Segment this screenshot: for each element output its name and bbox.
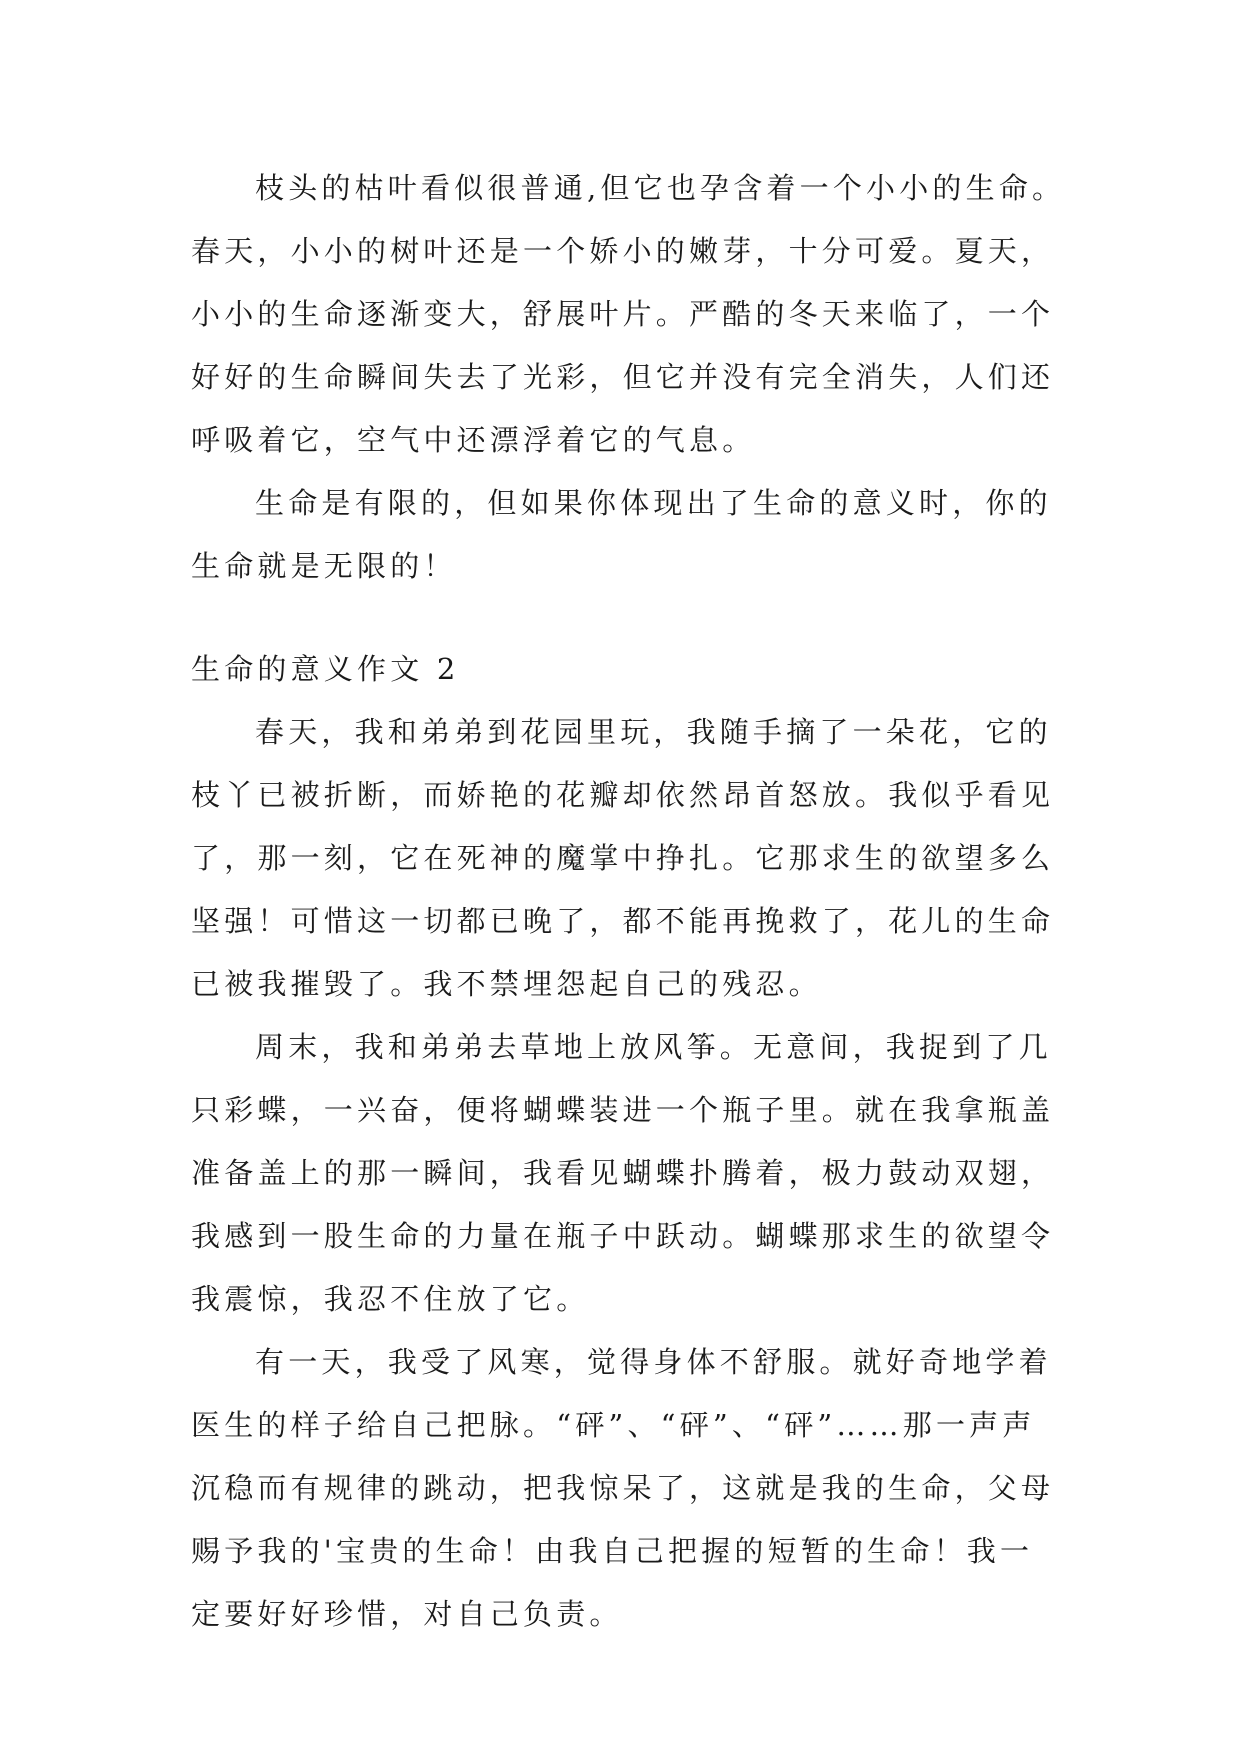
paragraph-line: 我震惊，我忍不住放了它。 <box>191 1282 590 1316</box>
paragraph-line: 只彩蝶，一兴奋，便将蝴蝶装进一个瓶子里。就在我拿瓶盖 <box>191 1093 1055 1127</box>
paragraph-line: 医生的样子给自己把脉。“砰”、“砰”、“砰”……那一声声 <box>191 1408 1036 1442</box>
paragraph-line: 枝丫已被折断，而娇艳的花瓣却依然昂首怒放。我似乎看见 <box>191 778 1055 812</box>
paragraph-line: 生命是有限的，但如果你体现出了生命的意义时，你的 <box>255 486 1052 520</box>
paragraph-line: 春天，小小的树叶还是一个娇小的嫩芽，十分可爱。夏天， <box>191 234 1055 268</box>
paragraph-line: 沉稳而有规律的跳动，把我惊呆了，这就是我的生命，父母 <box>191 1471 1055 1505</box>
paragraph-line: 已被我摧毁了。我不禁埋怨起自己的残忍。 <box>191 967 822 1001</box>
section-title: 生命的意义作文 2 <box>191 652 460 686</box>
paragraph-line: 有一天，我受了风寒，觉得身体不舒服。就好奇地学着 <box>255 1345 1052 1379</box>
paragraph-line: 好好的生命瞬间失去了光彩，但它并没有完全消失，人们还 <box>191 360 1055 394</box>
paragraph-line: 枝头的枯叶看似很普通,但它也孕含着一个小小的生命。 <box>255 171 1066 205</box>
paragraph-line: 我感到一股生命的力量在瓶子中跃动。蝴蝶那求生的欲望令 <box>191 1219 1055 1253</box>
paragraph-line: 小小的生命逐渐变大，舒展叶片。严酷的冬天来临了，一个 <box>191 297 1055 331</box>
paragraph-line: 定要好好珍惜，对自己负责。 <box>191 1597 623 1631</box>
paragraph-line: 坚强！可惜这一切都已晚了，都不能再挽救了，花儿的生命 <box>191 904 1055 938</box>
paragraph-line: 周末，我和弟弟去草地上放风筝。无意间，我捉到了几 <box>255 1030 1052 1064</box>
paragraph-line: 呼吸着它，空气中还漂浮着它的气息。 <box>191 423 756 457</box>
paragraph-line: 春天，我和弟弟到花园里玩，我随手摘了一朵花，它的 <box>255 715 1052 749</box>
paragraph-line: 了，那一刻，它在死神的魔掌中挣扎。它那求生的欲望多么 <box>191 841 1055 875</box>
paragraph-line: 生命就是无限的！ <box>191 549 457 583</box>
paragraph-line: 准备盖上的那一瞬间，我看见蝴蝶扑腾着，极力鼓动双翅， <box>191 1156 1055 1190</box>
paragraph-line: 赐予我的'宝贵的生命！由我自己把握的短暂的生命！我一 <box>191 1534 1034 1568</box>
